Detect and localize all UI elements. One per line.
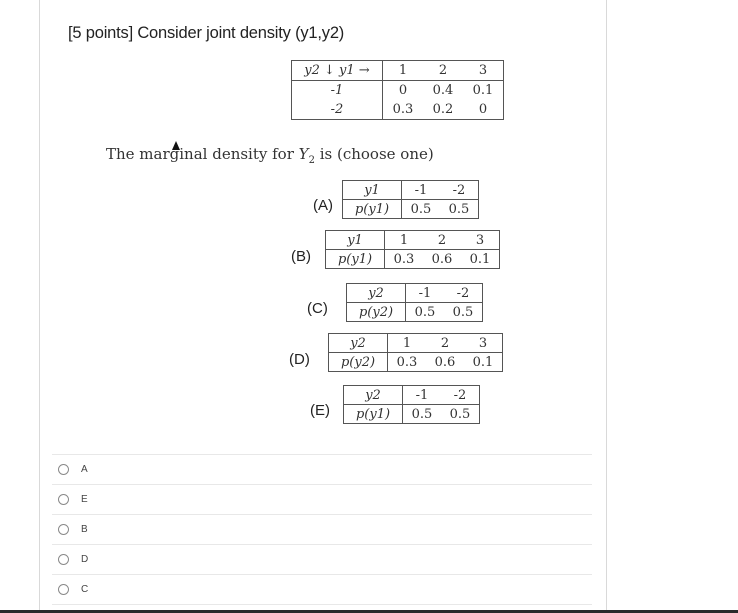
option-prob-label: p(y2): [347, 303, 406, 322]
option-value: -1: [402, 181, 441, 200]
option-prob: 0.5: [414, 304, 436, 320]
joint-header-label: y2 ↓ y1 →: [292, 61, 383, 81]
radio-button[interactable]: [58, 494, 69, 505]
joint-col-header: 1: [383, 61, 424, 81]
answer-option-d[interactable]: [52, 545, 592, 575]
option-d-label: (D): [289, 351, 310, 368]
option-value: -1: [403, 386, 442, 405]
option-value: 3: [464, 334, 503, 353]
joint-col-header: 2: [423, 61, 463, 81]
question-text-after: is (choose one): [314, 145, 434, 163]
answer-option-a[interactable]: [52, 454, 592, 485]
option-prob: 0.5: [411, 406, 433, 422]
question-variable: Y: [298, 145, 309, 163]
option-value: -1: [406, 284, 445, 303]
radio-button[interactable]: [58, 584, 69, 595]
option-prob-label: p(y1): [344, 405, 403, 424]
option-value: -2: [440, 181, 479, 200]
option-prob: 0.5: [449, 406, 471, 422]
option-prob-label: p(y2): [329, 353, 388, 372]
option-value: -2: [444, 284, 483, 303]
option-value: 1: [388, 334, 427, 353]
radio-button[interactable]: [58, 554, 69, 565]
option-value: 1: [385, 231, 424, 250]
joint-cell: 0.2: [432, 102, 454, 117]
answer-label[interactable]: A: [81, 464, 88, 475]
option-var-label: y2: [347, 284, 406, 303]
option-e-label: (E): [310, 402, 330, 419]
radio-button[interactable]: [58, 464, 69, 475]
option-prob: 0.6: [434, 354, 456, 370]
answer-option-b[interactable]: [52, 515, 592, 545]
option-prob: 0.3: [396, 354, 418, 370]
content-border-right: [606, 0, 607, 613]
answer-label[interactable]: D: [81, 554, 89, 565]
question-title: [5 points] Consider joint density (y1,y2): [68, 24, 345, 42]
option-c-label: (C): [307, 300, 328, 317]
option-a-label: (A): [313, 197, 333, 214]
joint-row: [292, 81, 504, 101]
answer-label[interactable]: C: [81, 584, 89, 595]
joint-cell: 0.3: [392, 102, 414, 117]
question-subscript: 2: [308, 155, 315, 166]
joint-cell: 0.4: [432, 83, 454, 98]
joint-cell: 0: [398, 83, 408, 98]
option-e-table: [343, 385, 480, 424]
option-prob: 0.5: [452, 304, 474, 320]
joint-row: [292, 100, 504, 120]
joint-col-header: 3: [463, 61, 504, 81]
mouse-cursor-icon: [172, 141, 180, 150]
option-var-label: y2: [344, 386, 403, 405]
joint-row-label: -2: [292, 100, 383, 120]
answer-choices: [52, 454, 592, 605]
joint-density-table: [291, 60, 504, 120]
option-value: 2: [426, 334, 464, 353]
option-var-label: y1: [343, 181, 402, 200]
option-prob: 0.3: [393, 251, 415, 267]
answer-label[interactable]: E: [81, 494, 88, 505]
answer-label[interactable]: B: [81, 524, 88, 535]
option-b-table: [325, 230, 500, 269]
radio-button[interactable]: [58, 524, 69, 535]
option-a-table: [342, 180, 479, 219]
option-b-label: (B): [291, 248, 311, 265]
question-text-before: The marginal density for: [106, 145, 299, 163]
joint-row-label: -1: [292, 81, 383, 101]
option-var-label: y1: [326, 231, 385, 250]
option-prob: 0.1: [472, 354, 494, 370]
option-prob: 0.5: [448, 201, 470, 217]
option-value: 2: [423, 231, 461, 250]
option-prob-label: p(y1): [343, 200, 402, 219]
option-prob: 0.5: [410, 201, 432, 217]
joint-header-row: [292, 61, 504, 81]
option-prob-label: p(y1): [326, 250, 385, 269]
question-text: [106, 145, 434, 166]
joint-cell: 0.1: [472, 83, 494, 98]
answer-option-e[interactable]: [52, 485, 592, 515]
option-d-table: [328, 333, 503, 372]
option-var-label: y2: [329, 334, 388, 353]
content-border-left: [39, 0, 40, 613]
joint-cell: 0: [478, 102, 488, 117]
option-c-table: [346, 283, 483, 322]
answer-option-c[interactable]: [52, 575, 592, 605]
option-value: 3: [461, 231, 500, 250]
option-prob: 0.6: [431, 251, 453, 267]
option-prob: 0.1: [469, 251, 491, 267]
option-value: -2: [441, 386, 480, 405]
